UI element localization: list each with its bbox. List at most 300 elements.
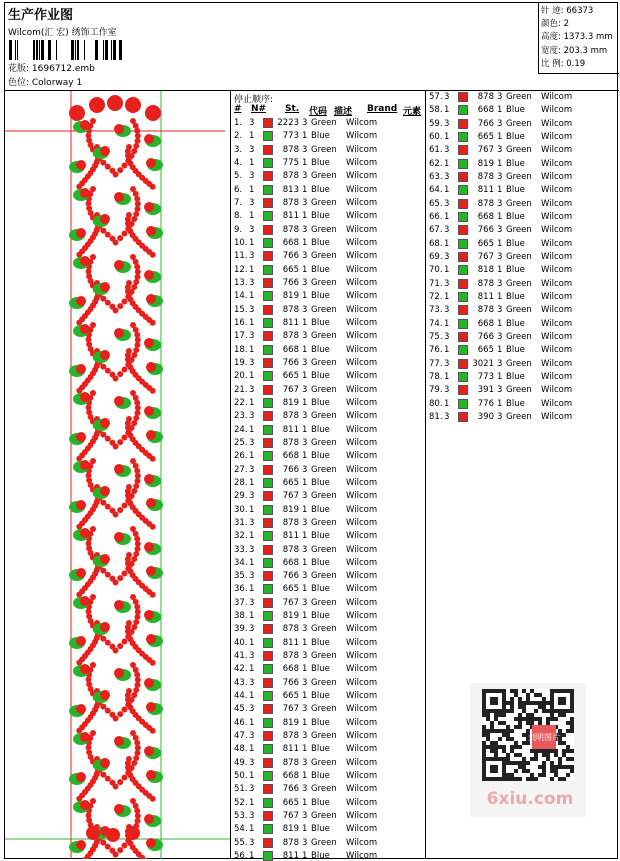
- color-swatch: [263, 131, 273, 141]
- description-cell: Blue: [311, 557, 330, 568]
- brand-cell: Wilcom: [346, 118, 378, 128]
- stop-index: 6.: [234, 184, 243, 195]
- needle-number: 1: [249, 797, 255, 808]
- color-swatch: [458, 279, 468, 289]
- stitch-count-cell: 878: [282, 224, 299, 235]
- description-cell: Green: [506, 331, 532, 342]
- brand-cell: Wilcom: [346, 411, 378, 422]
- stitch-count-cell: 878: [282, 517, 299, 528]
- needle-number: 3: [444, 305, 450, 316]
- stitch-count-cell: 878: [282, 624, 299, 635]
- stop-index: 44.: [234, 691, 248, 702]
- needle-number: 1: [249, 851, 255, 861]
- needle-number: 1: [249, 184, 255, 195]
- stitch-count-cell: 665: [282, 797, 299, 808]
- stitch-count-cell: 668: [477, 105, 494, 116]
- color-swatch: [263, 491, 273, 501]
- needle-number: 3: [249, 597, 255, 608]
- needle-number: 1: [444, 105, 450, 116]
- embroidery-pattern: [5, 91, 231, 859]
- description-cell: Green: [311, 331, 337, 342]
- stitch-count-cell: 665: [282, 264, 299, 275]
- description-cell: Green: [311, 277, 337, 288]
- color-swatch: [263, 558, 273, 568]
- code-cell: 1: [302, 824, 308, 835]
- brand-cell: Wilcom: [346, 291, 378, 302]
- needle-number: 3: [249, 331, 255, 342]
- table-row: [426, 344, 619, 357]
- stop-index: 46.: [234, 717, 248, 728]
- brand-cell: Wilcom: [346, 304, 378, 315]
- table-header: [231, 104, 426, 117]
- brand-cell: Wilcom: [541, 411, 573, 422]
- needle-number: 3: [444, 251, 450, 262]
- needle-number: 3: [444, 385, 450, 396]
- table-row: [231, 717, 425, 730]
- table-row: [231, 663, 425, 676]
- table-row: [426, 318, 619, 331]
- code-cell: 3: [497, 145, 503, 156]
- table-row: [231, 823, 425, 836]
- description-cell: Blue: [311, 237, 330, 248]
- stitch-count-cell: 668: [477, 211, 494, 222]
- brand-cell: Wilcom: [541, 211, 573, 222]
- table-row: [231, 504, 425, 517]
- stitch-count: 针 迹: 66373: [541, 6, 594, 16]
- stitch-count-cell: 665: [282, 477, 299, 488]
- brand-cell: Wilcom: [346, 664, 378, 675]
- stop-index: 78.: [429, 371, 443, 382]
- code-cell: 3: [302, 251, 308, 262]
- color-swatch: [263, 598, 273, 608]
- description-cell: Blue: [311, 397, 330, 408]
- needle-number: 3: [444, 278, 450, 289]
- table-row: [231, 397, 425, 410]
- code-cell: 3: [497, 385, 503, 396]
- stitch-count-cell: 766: [477, 118, 494, 129]
- needle-number: 3: [249, 224, 255, 235]
- needle-number: 3: [249, 837, 255, 848]
- table-row: [231, 330, 425, 343]
- stop-index: 37.: [234, 597, 248, 608]
- stop-index: 35.: [234, 571, 248, 582]
- code-cell: 1: [302, 157, 308, 168]
- needle-number: 1: [444, 131, 450, 142]
- stitch-count-cell: 766: [282, 357, 299, 368]
- table-row: [231, 850, 425, 861]
- stop-index: 81.: [429, 411, 443, 422]
- stop-index: 4.: [234, 157, 243, 168]
- brand-cell: Wilcom: [541, 331, 573, 342]
- brand-cell: Wilcom: [541, 185, 573, 196]
- stop-rows-2: [426, 91, 619, 424]
- brand-cell: Wilcom: [541, 131, 573, 142]
- stop-index: 30.: [234, 504, 248, 515]
- needle-number: 3: [249, 624, 255, 635]
- stop-index: 5.: [234, 171, 243, 182]
- color-swatch: [263, 638, 273, 648]
- table-row: [426, 171, 619, 184]
- brand-cell: Wilcom: [541, 92, 573, 102]
- table-row: [231, 237, 425, 250]
- stitch-count-cell: 767: [282, 597, 299, 608]
- brand-cell: Wilcom: [346, 451, 378, 462]
- brand-cell: Wilcom: [346, 637, 378, 648]
- table-row: [231, 317, 425, 330]
- color-swatch: [263, 744, 273, 754]
- stitch-count-cell: 819: [282, 504, 299, 515]
- table-row: [231, 250, 425, 263]
- needle-number: 3: [249, 384, 255, 395]
- table-row: [231, 304, 425, 317]
- code-cell: 1: [497, 158, 503, 169]
- needle-number: 3: [249, 571, 255, 582]
- table-row: [231, 264, 425, 277]
- table-row: [231, 184, 425, 197]
- header-brand: Brand: [367, 104, 398, 114]
- needle-number: 1: [444, 345, 450, 356]
- stitch-count-cell: 878: [282, 651, 299, 662]
- color-swatch: [263, 411, 273, 421]
- description-cell: Blue: [311, 291, 330, 302]
- color-count: 颜色: 2: [541, 19, 569, 30]
- needle-number: 1: [249, 717, 255, 728]
- color-swatch: [263, 371, 273, 381]
- needle-number: 1: [249, 504, 255, 515]
- brand-cell: Wilcom: [346, 477, 378, 488]
- needle-number: 1: [249, 584, 255, 595]
- description-cell: Green: [506, 278, 532, 289]
- description-cell: Green: [311, 571, 337, 582]
- code-cell: 3: [497, 358, 503, 369]
- color-swatch: [263, 678, 273, 688]
- color-swatch: [263, 824, 273, 834]
- needle-number: 1: [249, 424, 255, 435]
- needle-number: 1: [249, 264, 255, 275]
- brand-cell: Wilcom: [346, 197, 378, 208]
- needle-number: 3: [249, 517, 255, 528]
- stitch-count-cell: 3021: [472, 358, 494, 369]
- stitch-count-cell: 665: [477, 238, 494, 249]
- description-cell: Green: [506, 385, 532, 396]
- table-row: [231, 130, 425, 143]
- table-row: [231, 384, 425, 397]
- code-cell: 3: [302, 677, 308, 688]
- stitch-count-cell: 878: [282, 757, 299, 768]
- code-cell: 3: [497, 225, 503, 236]
- description-cell: Blue: [506, 345, 525, 356]
- table-row: [426, 264, 619, 277]
- code-cell: 1: [302, 611, 308, 622]
- color-swatch: [263, 345, 273, 355]
- code-cell: 3: [497, 411, 503, 422]
- brand-cell: Wilcom: [346, 357, 378, 368]
- table-row: [426, 104, 619, 117]
- description-cell: Green: [506, 198, 532, 209]
- stitch-count-cell: 773: [282, 131, 299, 142]
- description-cell: Green: [506, 251, 532, 262]
- table-row: [231, 677, 425, 690]
- color-swatch: [263, 438, 273, 448]
- stitch-count-cell: 665: [282, 371, 299, 382]
- description-cell: Green: [311, 731, 337, 742]
- needle-number: 3: [249, 544, 255, 555]
- stop-index: 59.: [429, 118, 443, 129]
- needle-number: 3: [444, 171, 450, 182]
- stop-index: 73.: [429, 305, 443, 316]
- stop-index: 75.: [429, 331, 443, 342]
- color-swatch: [263, 278, 273, 288]
- table-row: [426, 131, 619, 144]
- brand-cell: Wilcom: [346, 224, 378, 235]
- stitch-count-cell: 878: [282, 731, 299, 742]
- needle-number: 3: [249, 704, 255, 715]
- design-preview: [5, 91, 231, 859]
- stop-index: 74.: [429, 318, 443, 329]
- description-cell: Blue: [311, 584, 330, 595]
- brand-cell: Wilcom: [346, 437, 378, 448]
- color-swatch: [458, 292, 468, 302]
- stitch-count-cell: 766: [477, 331, 494, 342]
- color-swatch: [263, 798, 273, 808]
- stop-rows-1: [231, 117, 425, 861]
- brand-cell: Wilcom: [346, 811, 378, 822]
- description-cell: Green: [311, 544, 337, 555]
- description-cell: Blue: [506, 105, 525, 116]
- code-cell: 3: [497, 171, 503, 182]
- stop-index: 22.: [234, 397, 248, 408]
- table-row: [231, 610, 425, 623]
- description-cell: Blue: [311, 184, 330, 195]
- color-swatch: [263, 291, 273, 301]
- description-cell: Green: [506, 305, 532, 316]
- table-row: [231, 344, 425, 357]
- table-row: [231, 730, 425, 743]
- description-cell: Green: [311, 811, 337, 822]
- brand-cell: Wilcom: [346, 344, 378, 355]
- color-swatch: [263, 451, 273, 461]
- stitch-count-cell: 668: [282, 237, 299, 248]
- stop-index: 25.: [234, 437, 248, 448]
- description-cell: Blue: [311, 771, 330, 782]
- header-description: 描述: [334, 107, 353, 117]
- stitch-count-cell: 818: [477, 265, 494, 276]
- code-cell: 1: [302, 211, 308, 222]
- brand-cell: Wilcom: [346, 704, 378, 715]
- stop-sequence-title: 停止顺序:: [234, 95, 274, 105]
- code-cell: 1: [302, 397, 308, 408]
- needle-number: 3: [249, 197, 255, 208]
- code-cell: 1: [302, 744, 308, 755]
- sheet-subtitle: Wilcom(汇 宏) 绣饰工作室: [8, 28, 117, 38]
- stitch-count-cell: 811: [282, 637, 299, 648]
- stop-index: 69.: [429, 251, 443, 262]
- color-swatch: [263, 718, 273, 728]
- table-row: [231, 623, 425, 636]
- stats-box: [538, 3, 619, 74]
- needle-number: 3: [444, 145, 450, 156]
- description-cell: Green: [311, 517, 337, 528]
- code-cell: 3: [302, 277, 308, 288]
- color-swatch: [458, 252, 468, 262]
- brand-cell: Wilcom: [346, 131, 378, 142]
- code-cell: 1: [497, 238, 503, 249]
- header-code: 代码: [309, 107, 328, 117]
- code-cell: 1: [497, 345, 503, 356]
- stop-index: 36.: [234, 584, 248, 595]
- production-sheet: [4, 2, 618, 859]
- needle-number: 3: [249, 251, 255, 262]
- description-cell: Blue: [311, 611, 330, 622]
- stop-index: 80.: [429, 398, 443, 409]
- description-cell: Blue: [311, 371, 330, 382]
- needle-number: 1: [249, 291, 255, 302]
- stop-index: 49.: [234, 757, 248, 768]
- description-cell: Blue: [311, 477, 330, 488]
- stitch-count-cell: 766: [282, 571, 299, 582]
- needle-number: 1: [249, 691, 255, 702]
- stop-index: 33.: [234, 544, 248, 555]
- color-swatch: [263, 531, 273, 541]
- brand-cell: Wilcom: [346, 597, 378, 608]
- brand-cell: Wilcom: [346, 837, 378, 848]
- description-cell: Green: [311, 118, 337, 128]
- description-cell: Green: [506, 171, 532, 182]
- description-cell: Green: [311, 837, 337, 848]
- stitch-count-cell: 811: [282, 424, 299, 435]
- stop-index: 72.: [429, 291, 443, 302]
- stop-index: 17.: [234, 331, 248, 342]
- brand-cell: Wilcom: [346, 251, 378, 262]
- code-cell: 3: [302, 197, 308, 208]
- stop-index: 24.: [234, 424, 248, 435]
- header-stitches: St.: [285, 104, 300, 114]
- stitch-count-cell: 878: [477, 92, 494, 102]
- table-row: [231, 370, 425, 383]
- description-cell: Green: [506, 92, 532, 102]
- code-cell: 3: [302, 597, 308, 608]
- needle-number: 1: [444, 318, 450, 329]
- stitch-count-cell: 665: [477, 131, 494, 142]
- description-cell: Blue: [311, 797, 330, 808]
- brand-cell: Wilcom: [346, 544, 378, 555]
- color-swatch: [263, 811, 273, 821]
- description-cell: Blue: [506, 158, 525, 169]
- table-row: [426, 198, 619, 211]
- code-cell: 1: [497, 185, 503, 196]
- table-row: [231, 517, 425, 530]
- brand-cell: Wilcom: [346, 744, 378, 755]
- brand-cell: Wilcom: [541, 278, 573, 289]
- code-cell: 3: [302, 118, 308, 128]
- brand-cell: Wilcom: [541, 225, 573, 236]
- brand-cell: Wilcom: [346, 157, 378, 168]
- stop-index: 65.: [429, 198, 443, 209]
- code-cell: 1: [302, 317, 308, 328]
- description-cell: Green: [311, 384, 337, 395]
- stop-index: 23.: [234, 411, 248, 422]
- stitch-count-cell: 766: [282, 464, 299, 475]
- stitch-count-cell: 668: [282, 344, 299, 355]
- table-row: [231, 690, 425, 703]
- color-swatch: [263, 465, 273, 475]
- stitch-count-cell: 668: [282, 771, 299, 782]
- stop-index: 7.: [234, 197, 243, 208]
- code-cell: 3: [302, 544, 308, 555]
- table-row: [231, 783, 425, 796]
- stop-index: 14.: [234, 291, 248, 302]
- table-row: [231, 117, 425, 130]
- table-row: [426, 91, 619, 104]
- code-cell: 1: [302, 531, 308, 542]
- needle-number: 1: [249, 371, 255, 382]
- table-row: [231, 197, 425, 210]
- brand-cell: Wilcom: [346, 677, 378, 688]
- description-cell: Green: [311, 704, 337, 715]
- needle-number: 3: [444, 358, 450, 369]
- stop-index: 41.: [234, 651, 248, 662]
- stop-index: 19.: [234, 357, 248, 368]
- code-cell: 3: [497, 278, 503, 289]
- color-swatch: [458, 172, 468, 182]
- color-swatch: [458, 332, 468, 342]
- code-cell: 1: [497, 105, 503, 116]
- stitch-count-cell: 766: [282, 677, 299, 688]
- needle-number: 1: [249, 317, 255, 328]
- needle-number: 1: [444, 371, 450, 382]
- stop-index: 32.: [234, 531, 248, 542]
- stitch-count-cell: 811: [477, 291, 494, 302]
- color-swatch: [263, 758, 273, 768]
- color-swatch: [263, 225, 273, 235]
- needle-number: 1: [249, 344, 255, 355]
- table-row: [426, 238, 619, 251]
- code-cell: 3: [302, 704, 308, 715]
- table-row: [231, 583, 425, 596]
- stitch-count-cell: 878: [282, 411, 299, 422]
- code-cell: 1: [302, 557, 308, 568]
- brand-cell: Wilcom: [541, 118, 573, 129]
- code-cell: 3: [302, 757, 308, 768]
- color-swatch: [458, 132, 468, 142]
- stop-index: 1.: [234, 118, 243, 128]
- table-row: [231, 357, 425, 370]
- stop-index: 27.: [234, 464, 248, 475]
- table-row: [426, 411, 619, 424]
- needle-number: 3: [444, 331, 450, 342]
- table-row: [231, 557, 425, 570]
- code-cell: 1: [497, 131, 503, 142]
- qr-code-watermark: [470, 683, 586, 817]
- description-cell: Blue: [311, 744, 330, 755]
- stitch-count-cell: 766: [282, 784, 299, 795]
- code-cell: 1: [302, 664, 308, 675]
- stop-index: 3.: [234, 144, 243, 155]
- color-swatch: [263, 505, 273, 515]
- description-cell: Green: [311, 651, 337, 662]
- color-swatch: [458, 199, 468, 209]
- needle-number: 1: [249, 477, 255, 488]
- header-number: #: [234, 104, 242, 114]
- description-cell: Green: [311, 304, 337, 315]
- table-row: [231, 757, 425, 770]
- description-cell: Blue: [311, 317, 330, 328]
- description-cell: Green: [311, 144, 337, 155]
- needle-number: 1: [249, 451, 255, 462]
- stop-index: 61.: [429, 145, 443, 156]
- description-cell: Green: [311, 171, 337, 182]
- brand-cell: Wilcom: [346, 784, 378, 795]
